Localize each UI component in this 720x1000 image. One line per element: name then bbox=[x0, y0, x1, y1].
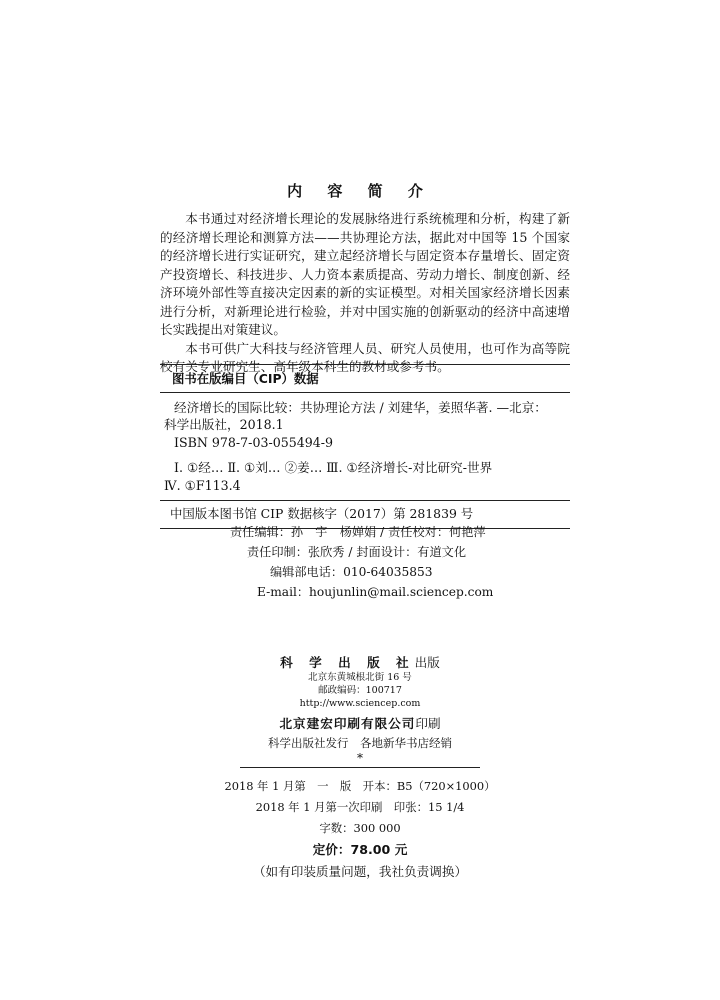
divider bbox=[240, 767, 480, 768]
publisher-postcode: 邮政编码：100717 bbox=[318, 685, 402, 696]
summary-heading: 内 容 简 介 bbox=[287, 182, 433, 200]
editorial-credits bbox=[0, 522, 720, 602]
cip-data-box bbox=[160, 364, 570, 529]
cip-record-line: 科学出版社，2018.1 bbox=[164, 417, 284, 432]
publisher-line bbox=[0, 652, 720, 671]
summary-paragraph: 本书通过对经济增长理论的发展脉络进行系统梳理和分析，构建了新的经济增长理论和测算方法——共协理论方法，据此对中国等 15 个国家的经济增长进行实证研究，建立起经济增长与固定资本存量增长、固定资产投资增长、科技进步、人力资本素质提高、劳动力增长、制度创新、经济环境外部性等直接决定因素的新的实证模型。对相关国家经济增长因素进行分析，对新理论进行检验，并对中国实施的创新驱动的经济中高速增长实践提出对策建议。 bbox=[160, 211, 570, 337]
printer-suffix: 印刷 bbox=[415, 716, 441, 731]
cip-isbn: ISBN 978-7-03-055494-9 bbox=[174, 434, 334, 450]
editorial-email: E-mail：houjunlin@mail.sciencep.com bbox=[257, 585, 494, 599]
printer-name: 北京建宏印刷有限公司 bbox=[279, 716, 416, 731]
publisher-url[interactable]: http://www.sciencep.com bbox=[299, 698, 421, 709]
publisher-suffix: 出版 bbox=[414, 655, 440, 670]
cip-header: 图书在版编目（CIP）数据 bbox=[160, 365, 570, 393]
distribution-line: 科学出版社发行 各地新华书店经销 bbox=[268, 736, 452, 750]
summary-paragraph: 本书可供广大科技与经济管理人员、研究人员使用，也可作为高等院校有关专业研究生、高年级本科生的教材或参考书。 bbox=[160, 340, 570, 374]
publisher-address: 北京东黄城根北街 16 号 bbox=[308, 672, 412, 683]
cip-footer: 中国版本图书馆 CIP 数据核字（2017）第 281839 号 bbox=[160, 500, 570, 528]
edition-line: 2018 年 1 月第 一 版 开本：B5（720×1000） bbox=[224, 779, 496, 793]
publication-info bbox=[0, 652, 720, 883]
credit-editors: 责任编辑：孙 宇 杨婵娟 / 责任校对：何艳萍 bbox=[230, 525, 486, 539]
word-count: 字数：300 000 bbox=[319, 821, 401, 835]
credit-production: 责任印制：张欣秀 / 封面设计：有道文化 bbox=[247, 545, 467, 559]
cip-classification: Ⅰ. ①经… Ⅱ. ①刘… ②姜… Ⅲ. ①经济增长-对比研究-世界 bbox=[174, 460, 493, 475]
quality-notice: （如有印装质量问题，我社负责调换） bbox=[252, 864, 468, 879]
separator-star: * bbox=[357, 751, 363, 765]
editorial-phone: 编辑部电话：010-64035853 bbox=[270, 565, 433, 579]
publisher-name: 科 学 出 版 社 bbox=[280, 655, 415, 670]
cip-classification: Ⅳ. ①F113.4 bbox=[164, 477, 241, 493]
price: 定价：78.00 元 bbox=[312, 842, 408, 857]
printing-line: 2018 年 1 月第一次印刷 印张：15 1/4 bbox=[255, 800, 465, 814]
content-summary bbox=[160, 210, 570, 377]
printer-line bbox=[0, 713, 720, 732]
cip-record-line: 经济增长的国际比较：共协理论方法 / 刘建华，姜照华著. —北京： bbox=[174, 399, 547, 415]
cip-record bbox=[160, 393, 570, 501]
